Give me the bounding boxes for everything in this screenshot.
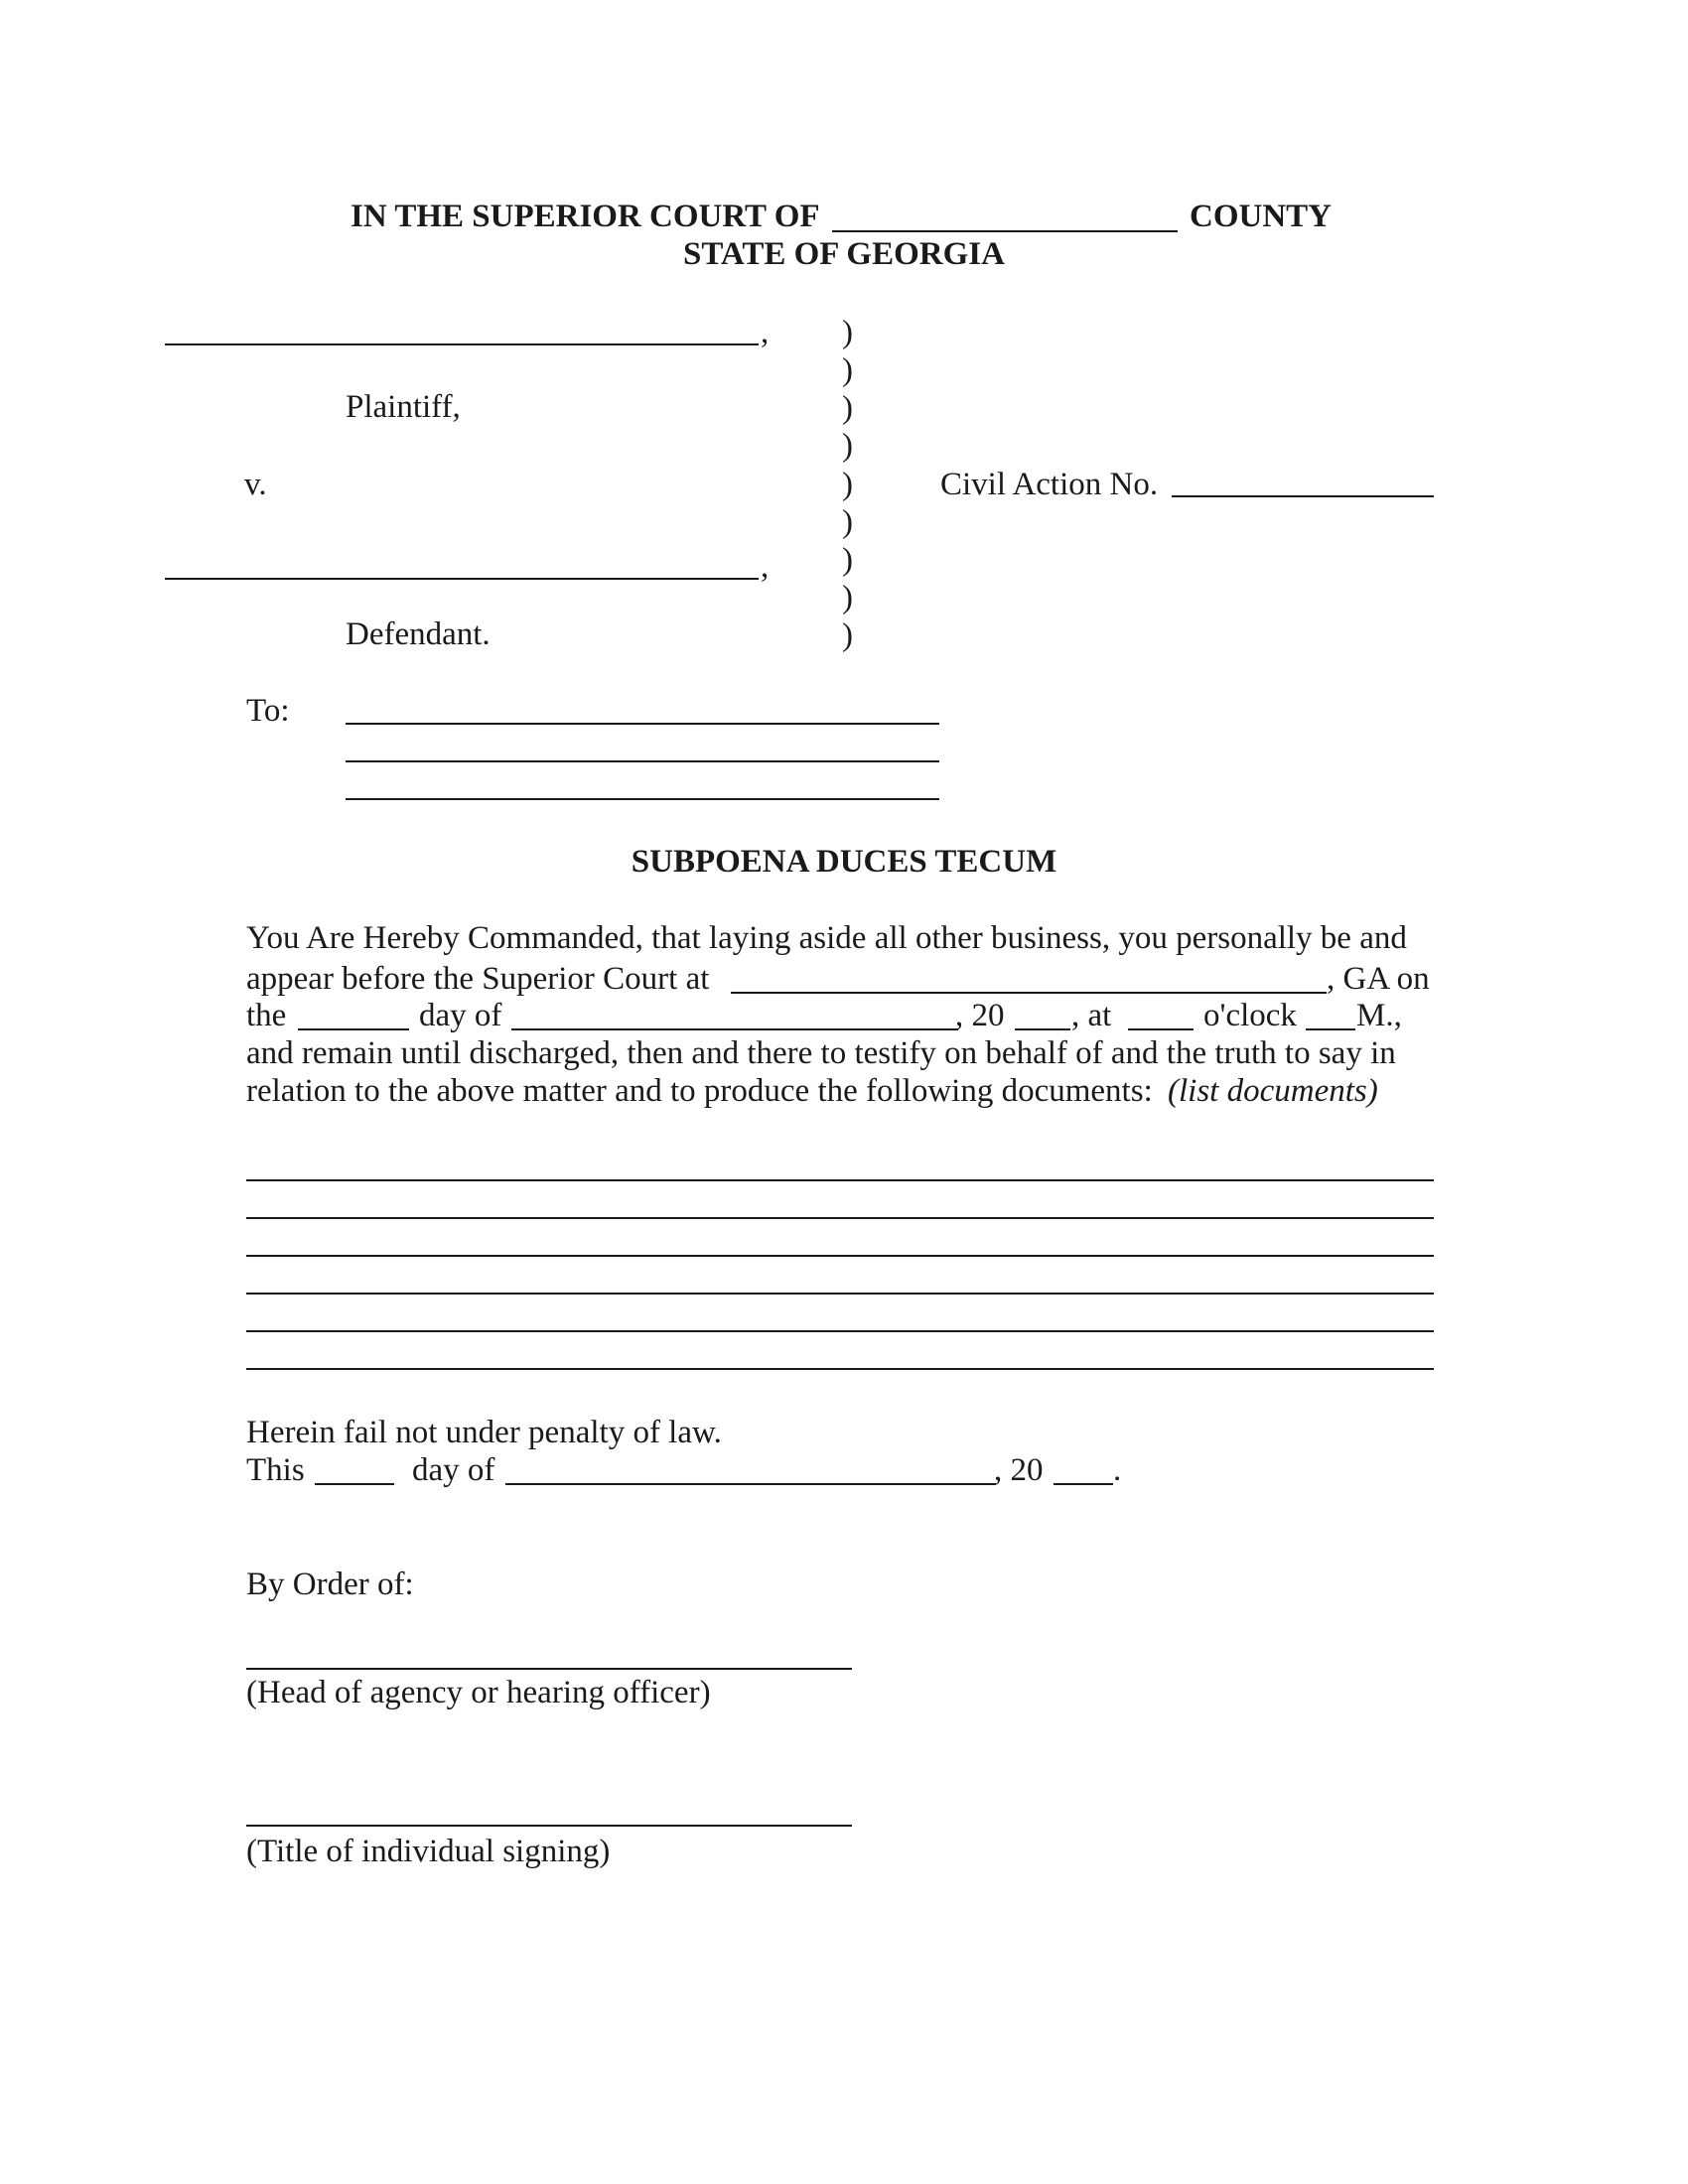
issue-month-blank[interactable] — [505, 1483, 996, 1485]
closing-period: . — [1113, 1452, 1122, 1488]
body-m: M., — [1356, 998, 1402, 1033]
body-line-2-b: , GA on — [1327, 961, 1430, 997]
defendant-comma: , — [761, 549, 770, 585]
signature-line-head-of-agency[interactable] — [246, 1668, 852, 1670]
document-title: SUBPOENA DUCES TECUM — [631, 844, 1057, 880]
am-pm-blank[interactable] — [1306, 1028, 1355, 1030]
issue-year-blank[interactable] — [1054, 1483, 1113, 1485]
versus-label: v. — [244, 467, 267, 502]
caption-paren: ) — [842, 580, 853, 615]
court-location-blank[interactable] — [731, 992, 1327, 994]
body-year-prefix: , 20 — [955, 998, 1005, 1033]
caption-paren: ) — [842, 390, 853, 426]
signature-2-caption: (Title of individual signing) — [246, 1834, 611, 1869]
caption-paren: ) — [842, 504, 853, 540]
by-order-label: By Order of: — [246, 1567, 414, 1602]
court-prefix: IN THE SUPERIOR COURT OF — [351, 199, 820, 234]
recipient-line-1[interactable] — [346, 723, 939, 725]
body-line-5: relation to the above matter and to produce the following documents: — [246, 1073, 1153, 1109]
closing-day-of: day of — [412, 1452, 495, 1488]
court-suffix: COUNTY — [1190, 199, 1333, 234]
document-list-line[interactable] — [246, 1217, 1434, 1219]
body-at: , at — [1071, 998, 1112, 1033]
caption-paren: ) — [842, 617, 853, 653]
closing-this: This — [246, 1452, 305, 1488]
appearance-day-blank[interactable] — [298, 1028, 409, 1030]
issue-day-blank[interactable] — [315, 1483, 394, 1485]
closing-year-prefix: , 20 — [994, 1452, 1044, 1488]
county-blank[interactable] — [832, 230, 1178, 232]
body-day-of: day of — [419, 998, 502, 1033]
appearance-year-blank[interactable] — [1015, 1028, 1070, 1030]
document-list-line[interactable] — [246, 1179, 1434, 1181]
document-list-line[interactable] — [246, 1368, 1434, 1370]
plaintiff-comma: , — [761, 315, 770, 350]
caption-paren: ) — [842, 315, 853, 350]
plaintiff-name-blank[interactable] — [165, 343, 759, 345]
to-label: To: — [246, 693, 290, 729]
body-the: the — [246, 998, 287, 1033]
signature-1-caption: (Head of agency or hearing officer) — [246, 1675, 711, 1710]
state-heading: STATE OF GEORGIA — [683, 236, 1005, 272]
appearance-month-blank[interactable] — [511, 1028, 958, 1030]
defendant-label: Defendant. — [346, 616, 491, 652]
body-line-1: You Are Hereby Commanded, that laying aside all other business, you personally be and — [246, 920, 1407, 956]
recipient-line-3[interactable] — [346, 798, 939, 800]
body-oclock: o'clock — [1203, 998, 1297, 1033]
document-list-line[interactable] — [246, 1293, 1434, 1295]
signature-line-title[interactable] — [246, 1825, 852, 1827]
plaintiff-label: Plaintiff, — [346, 389, 461, 425]
caption-paren: ) — [842, 542, 853, 578]
caption-paren: ) — [842, 467, 853, 502]
recipient-line-2[interactable] — [346, 760, 939, 762]
body-line-2-a: appear before the Superior Court at — [246, 961, 710, 997]
civil-action-label: Civil Action No. — [940, 467, 1159, 502]
fail-not-text: Herein fail not under penalty of law. — [246, 1415, 722, 1450]
caption-paren: ) — [842, 352, 853, 388]
caption-paren: ) — [842, 428, 853, 464]
civil-action-number-blank[interactable] — [1172, 495, 1434, 497]
defendant-name-blank[interactable] — [165, 578, 759, 580]
body-line-4: and remain until discharged, then and there to testify on behalf of and the truth to say in — [246, 1035, 1396, 1071]
document-list-line[interactable] — [246, 1255, 1434, 1257]
list-documents-hint: (list documents) — [1168, 1073, 1378, 1109]
appearance-hour-blank[interactable] — [1128, 1028, 1194, 1030]
document-list-line[interactable] — [246, 1330, 1434, 1332]
